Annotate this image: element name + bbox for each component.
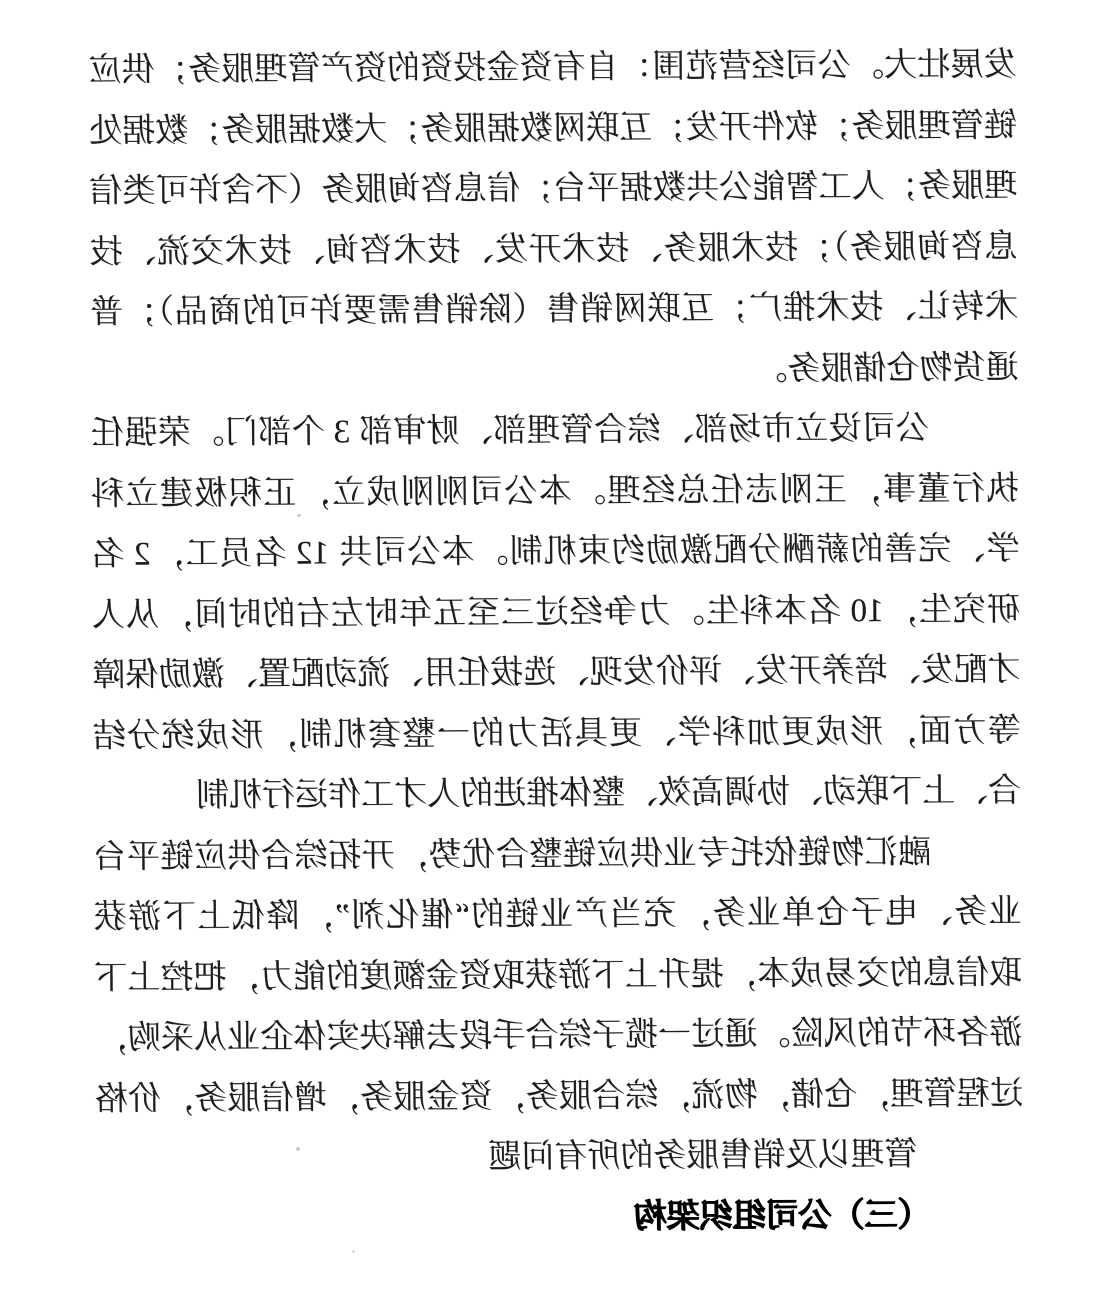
section-heading: （三）公司组织架构 <box>633 1197 931 1236</box>
text-line: 等方面，形成更加科学、更具活力的一整套机制，形成统分结 <box>92 712 1021 755</box>
text-line: 链管理服务；软件开发；互联网数据服务；大数据服务；数据处 <box>88 107 1018 150</box>
text-line: 执行董事，王刚志任总经理。本公司刚刚成立，正积极建立科 <box>91 470 1020 513</box>
text-line: 息咨询服务）；技术服务、技术开发、技术咨询、技术交流、技 <box>89 228 1018 271</box>
text-line: 公司设立市场部、综合管理部、财审部 3 个部门。荣强任 <box>90 410 929 452</box>
text-line: 取信息的交易成本，提升上下游获取资金额度的能力，把控上下 <box>94 954 1023 997</box>
text-line: 发展壮大。公司经营范围：自有资金投资的资产管理服务；供应 <box>88 47 1017 89</box>
text-line: 游各环节的风险。通过一揽子综合手段去解决实体企业从采购， <box>94 1015 1023 1057</box>
text-line: 通货物仓储服务。 <box>754 349 1019 388</box>
text-line: 业务、电子仓单业务，充当产业链的“催化剂”，降低上下游获 <box>93 894 1022 936</box>
scan-speck <box>297 514 301 517</box>
scan-speck <box>352 1250 355 1253</box>
text-line: 过程管理，仓储，物流，综合服务，资金服务，增信服务，价格 <box>94 1075 1023 1118</box>
text-line: 才配发、培养开发、评价发现、选拔任用、流动配置、激励保障 <box>92 652 1021 694</box>
text-line: 研究生，10 名本科生。力争经过三至五年时左右的时间，从人 <box>91 591 1021 634</box>
text-line: 理服务；人工智能公共数据平台；信息咨询服务（不含许可类信 <box>89 168 1018 210</box>
scan-speck <box>296 1147 300 1151</box>
text-line: 学、完善的薪酬分配激励约束机制。本公司共 12 名员工，2 名 <box>91 531 1020 573</box>
text-line: 融汇物链依托专业供应链整合优势，开拓综合供应链平台 <box>93 834 932 876</box>
text-line: 合、上下联动、协调高效、整体推进的人才工作运行机制 <box>195 773 1022 815</box>
text-line: 术转让、技术推广；互联网销售（除销售需要许可的商品）；普 <box>89 289 1019 331</box>
text-line: 管理以及销售服务的所有问题 <box>488 1136 918 1176</box>
scan-speck <box>1008 246 1011 249</box>
